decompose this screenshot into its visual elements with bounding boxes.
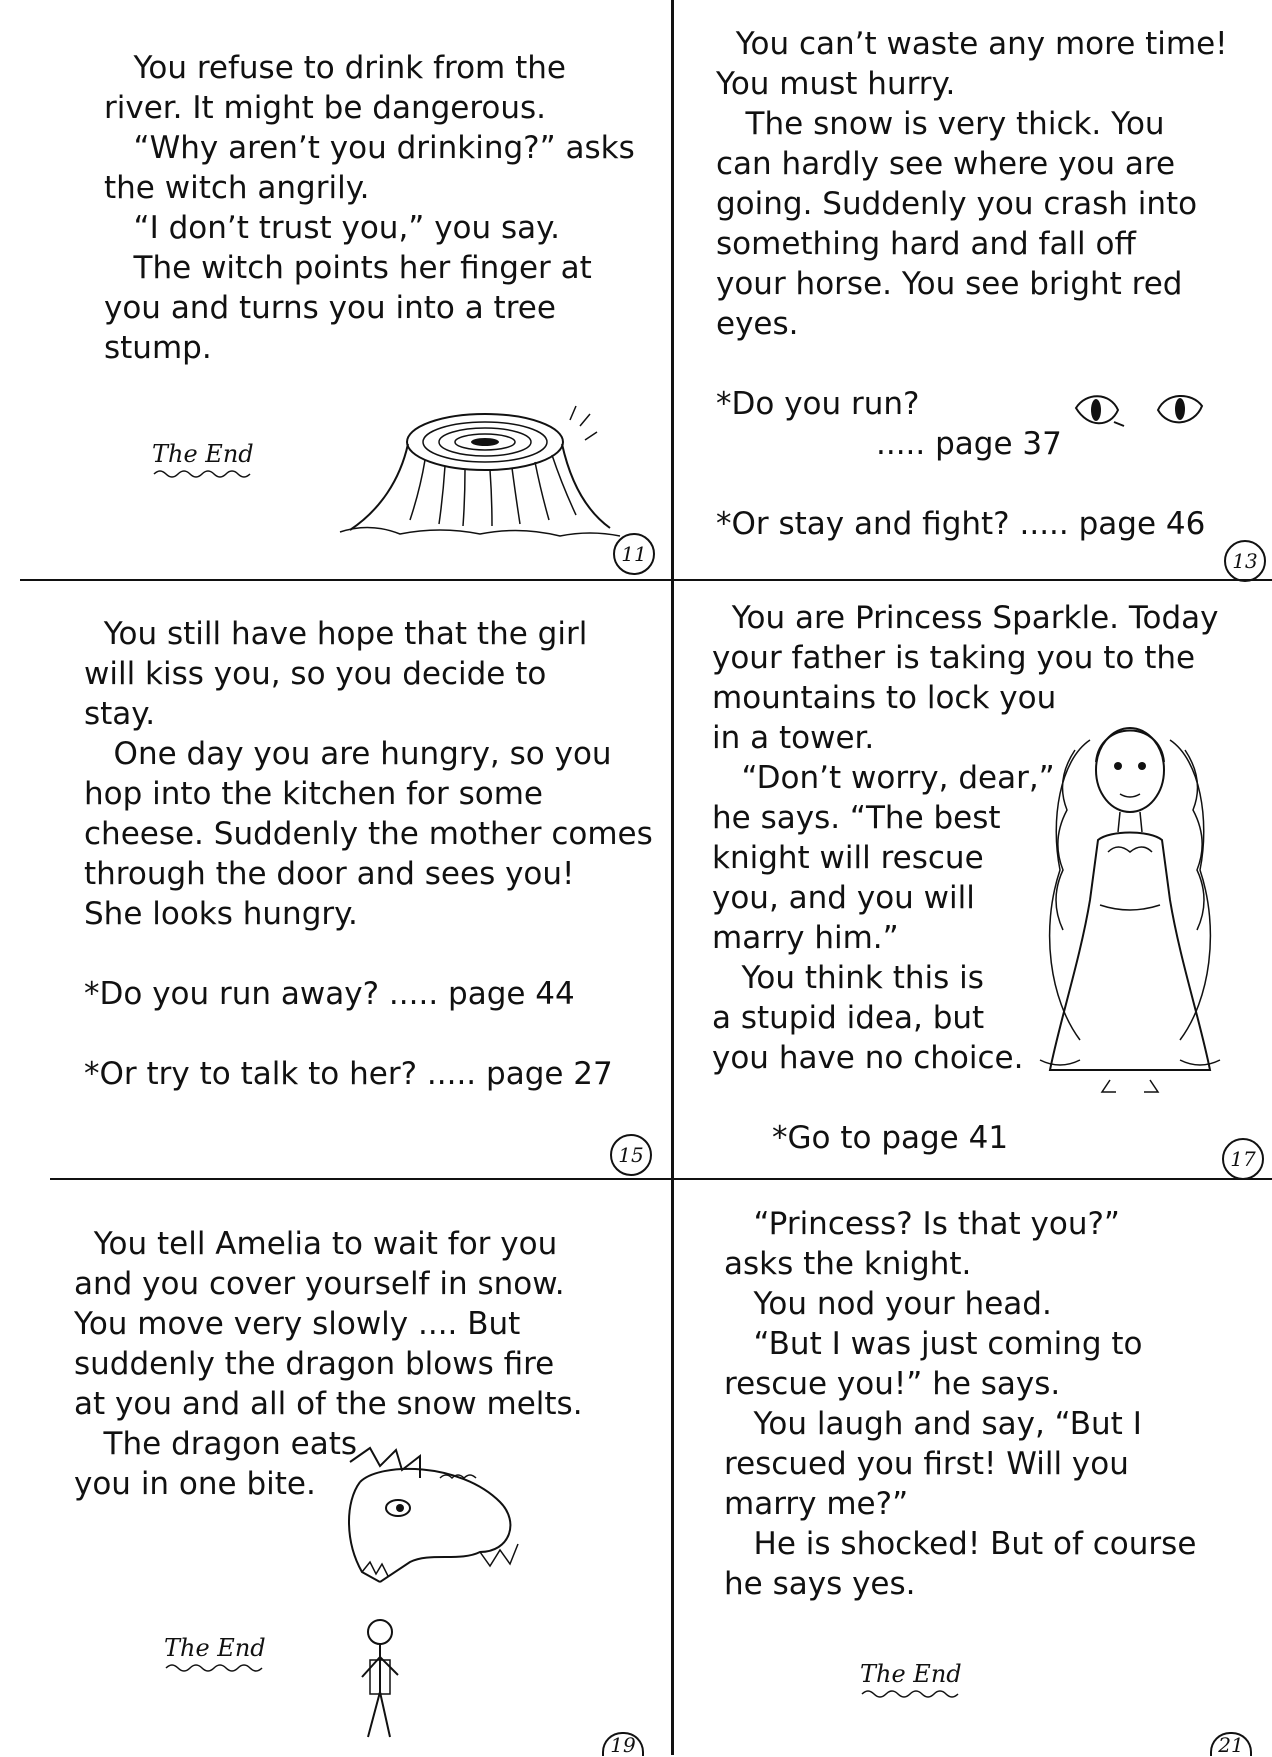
text-line: eyes. (716, 306, 799, 342)
text-line: You can’t waste any more time! (716, 26, 1228, 62)
text-line: marry him.” (712, 920, 899, 956)
squiggle-underline (152, 468, 252, 478)
text-line: knight will rescue (712, 840, 984, 876)
text-line: your horse. You see bright red (716, 266, 1183, 302)
spacer (716, 464, 1272, 504)
text-line: You are Princess Sparkle. Today (712, 600, 1219, 636)
text-line: rescue you!” he says. (724, 1366, 1061, 1402)
text-line: hop into the kitchen for some (84, 776, 543, 812)
text-line: stump. (104, 330, 212, 366)
red-eyes-illustration (1070, 388, 1210, 438)
spacer (84, 934, 684, 974)
text-line: You nod your head. (724, 1286, 1052, 1322)
panel-page-13 (716, 24, 1272, 544)
text-line: mountains to lock you (712, 680, 1057, 716)
panel-page-21 (724, 1204, 1272, 1604)
dragon-illustration (340, 1442, 540, 1752)
text-line: asks the knight. (724, 1246, 972, 1282)
text-line: he says. “The best (712, 800, 1001, 836)
the-end-text: The End (860, 1660, 962, 1688)
the-end-label (152, 440, 254, 478)
text-line: You must hurry. (716, 66, 956, 102)
story-text (84, 614, 684, 1094)
page-number-badge: 19 (602, 1732, 644, 1756)
text-line: You still have hope that the girl (84, 616, 588, 652)
panel-page-11 (104, 48, 704, 368)
the-end-text: The End (164, 1634, 266, 1662)
text-line: and you cover yourself in snow. (74, 1266, 565, 1302)
page-number-badge: 13 (1224, 540, 1266, 582)
text-line: river. It might be dangerous. (104, 90, 547, 126)
the-end-label (860, 1660, 962, 1698)
text-line: The snow is very thick. You (716, 106, 1165, 142)
story-text (104, 48, 704, 368)
text-line: a stupid idea, but (712, 1000, 985, 1036)
choice-talk: *Or try to talk to her? ..... page 27 (84, 1056, 613, 1092)
text-line: you and turns you into a tree (104, 290, 556, 326)
tree-stump-illustration (330, 400, 630, 540)
text-line: through the door and sees you! (84, 856, 575, 892)
the-end-label (164, 1634, 266, 1672)
text-line: you, and you will (712, 880, 975, 916)
text-line: marry me?” (724, 1486, 909, 1522)
story-text (724, 1204, 1272, 1604)
text-line: “Don’t worry, dear,” (712, 760, 1055, 796)
spacer (716, 344, 1272, 384)
text-line: stay. (84, 696, 156, 732)
text-line: can hardly see where you are (716, 146, 1176, 182)
text-line: The dragon eats (74, 1426, 358, 1462)
text-line: you in one bite. (74, 1466, 316, 1502)
choice-fight: *Or stay and fight? ..... page 46 (716, 506, 1206, 542)
squiggle-underline (860, 1688, 960, 1698)
choice-run-away: *Do you run away? ..... page 44 (84, 976, 575, 1012)
page-number-badge: 15 (610, 1134, 652, 1176)
text-line: will kiss you, so you decide to (84, 656, 547, 692)
text-line: The witch points her finger at (104, 250, 592, 286)
text-line: the witch angrily. (104, 170, 370, 206)
page-number-badge: 17 (1222, 1138, 1264, 1180)
choice-run-page: ..... page 37 (876, 426, 1062, 462)
text-line: “Princess? Is that you?” (724, 1206, 1120, 1242)
squiggle-underline (164, 1662, 264, 1672)
choice-go-to: *Go to page 41 (772, 1120, 1009, 1156)
text-line: He is shocked! But of course (724, 1526, 1197, 1562)
text-line: something hard and fall off (716, 226, 1136, 262)
text-line: You laugh and say, “But I (724, 1406, 1142, 1442)
text-line: he says yes. (724, 1566, 916, 1602)
text-line: You move very slowly .... But (74, 1306, 521, 1342)
text-line: You think this is (712, 960, 984, 996)
story-text (716, 24, 1272, 544)
horizontal-divider-bottom (50, 1178, 1272, 1180)
text-line: your father is taking you to the (712, 640, 1196, 676)
horizontal-divider-top (20, 579, 1272, 581)
spacer (84, 1014, 684, 1054)
text-line: suddenly the dragon blows fire (74, 1346, 555, 1382)
text-line: rescued you first! Will you (724, 1446, 1129, 1482)
the-end-text: The End (152, 440, 254, 468)
page-number-badge: 21 (1210, 1732, 1252, 1756)
text-line: She looks hungry. (84, 896, 358, 932)
text-line: “Why aren’t you drinking?” asks (104, 130, 635, 166)
text-line: in a tower. (712, 720, 875, 756)
text-line: going. Suddenly you crash into (716, 186, 1198, 222)
text-line: You tell Amelia to wait for you (74, 1226, 558, 1262)
text-line: “I don’t trust you,” you say. (104, 210, 560, 246)
text-line: You refuse to drink from the (104, 50, 566, 86)
panel-page-15 (84, 614, 684, 1094)
page-number-badge: 11 (613, 533, 655, 575)
text-line: “But I was just coming to (724, 1326, 1143, 1362)
text-line: you have no choice. (712, 1040, 1024, 1076)
text-line: at you and all of the snow melts. (74, 1386, 583, 1422)
text-line: cheese. Suddenly the mother comes (84, 816, 653, 852)
princess-illustration (1020, 700, 1240, 1100)
text-line: One day you are hungry, so you (84, 736, 612, 772)
choice-run: *Do you run? (716, 386, 920, 422)
